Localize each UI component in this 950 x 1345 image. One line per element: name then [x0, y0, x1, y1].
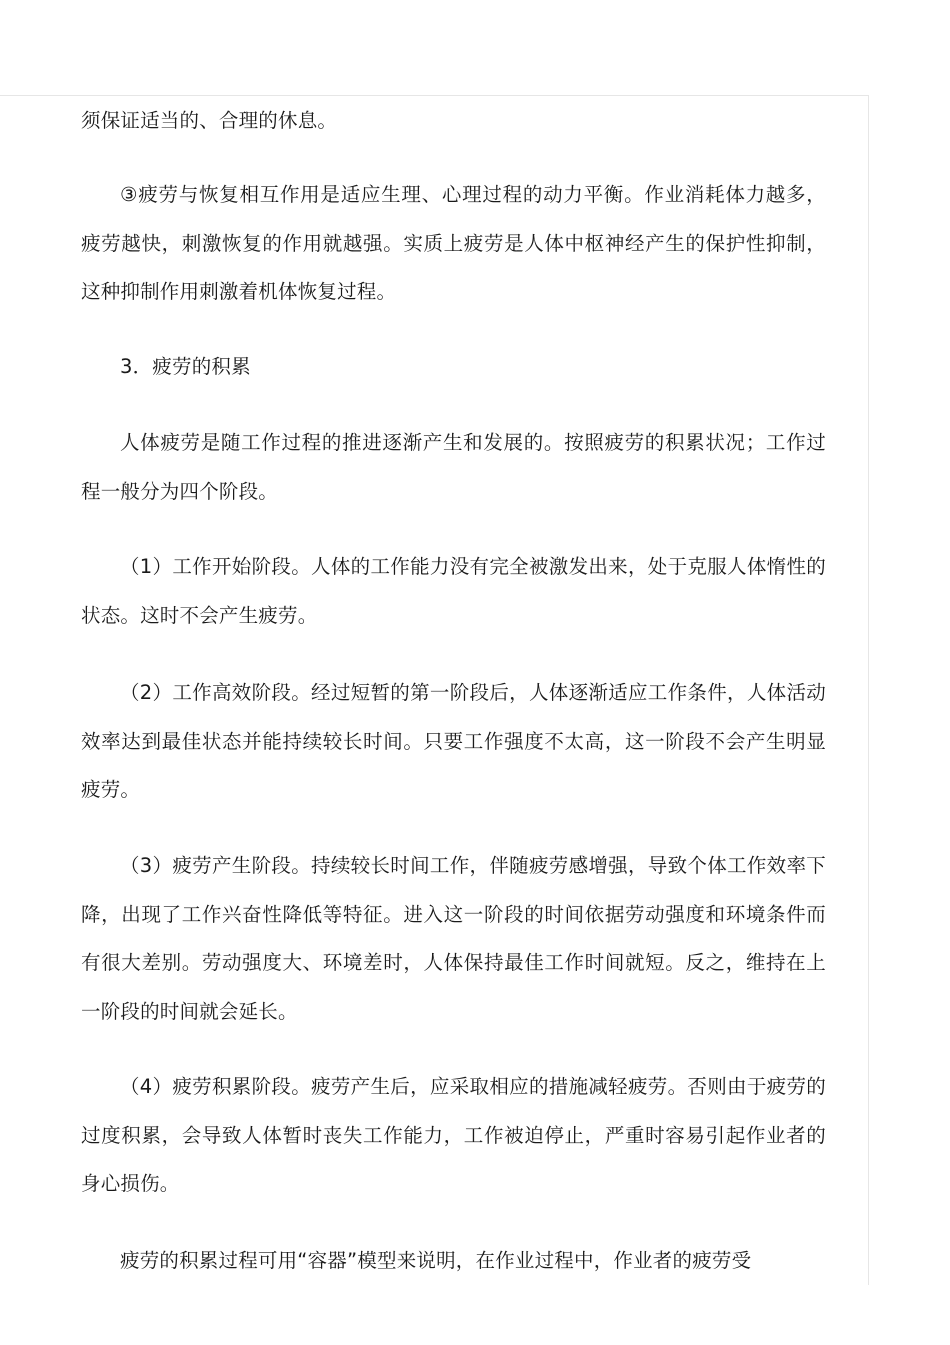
paragraph-intro: 人体疲劳是随工作过程的推进逐渐产生和发展的。按照疲劳的积累状况；工作过程一般分为四个阶段。: [81, 431, 826, 503]
paragraph-stage-4: （4）疲劳积累阶段。疲劳产生后，应采取相应的措施减轻疲劳。否则由于疲劳的过度积累，会导致人体暂时丧失工作能力，工作被迫停止，严重时容易引起作业者的身心损伤。: [81, 1075, 826, 1195]
section-heading: 3．疲劳的积累: [120, 355, 251, 378]
paragraph-model: 疲劳的积累过程可用“容器”模型来说明，在作业过程中，作业者的疲劳受: [120, 1249, 752, 1272]
paragraph-point-3: ③疲劳与恢复相互作用是适应生理、心理过程的动力平衡。作业消耗体力越多，疲劳越快，刺激恢复的作用就越强。实质上疲劳是人体中枢神经产生的保护性抑制，这种抑制作用刺激着机体恢复过程。: [81, 183, 826, 303]
paragraph-stage-2: （2）工作高效阶段。经过短暂的第一阶段后，人体逐渐适应工作条件，人体活动效率达到最佳状态并能持续较长时间。只要工作强度不太高，这一阶段不会产生明显疲劳。: [81, 681, 826, 801]
paragraph-stage-3: （3）疲劳产生阶段。持续较长时间工作，伴随疲劳感增强，导致个体工作效率下降，出现了工作兴奋性降低等特征。进入这一阶段的时间依据劳动强度和环境条件而有很大差别。劳动强度大、环境差时，人体保持最佳工作时间就短。反之，维持在上一阶段的时间就会延长。: [81, 854, 826, 1023]
paragraph-continuation: 须保证适当的、合理的休息。: [81, 109, 338, 132]
paragraph-stage-1: （1）工作开始阶段。人体的工作能力没有完全被激发出来，处于克服人体惰性的状态。这时不会产生疲劳。: [81, 555, 826, 627]
